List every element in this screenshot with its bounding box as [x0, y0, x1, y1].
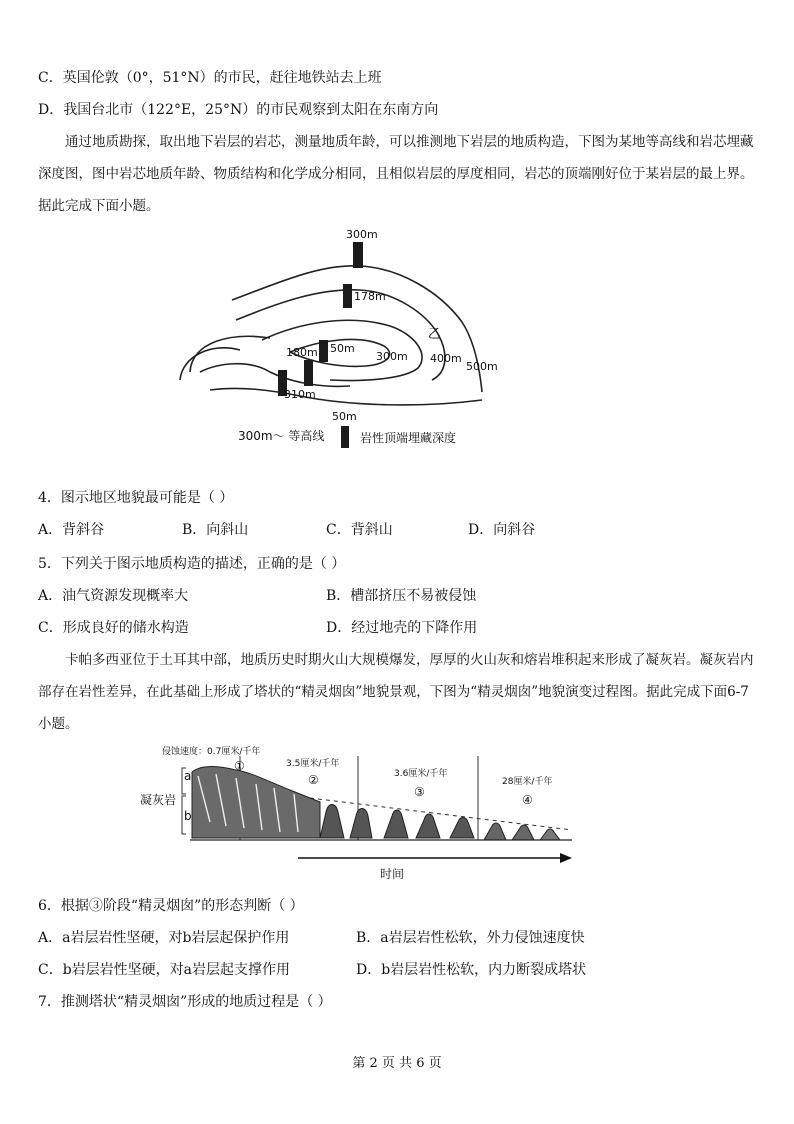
core-marker-178 [343, 284, 352, 308]
tuff-mass [192, 767, 320, 839]
label-300m-inner: 300m [376, 350, 408, 363]
contour-core-figure [170, 222, 530, 452]
layer-b-label: b [184, 809, 192, 823]
question-7-stem: 7．推测塔状“精灵烟囱”形成的地质过程是（ ） [38, 994, 332, 1010]
chimney-7 [512, 825, 534, 840]
stage-4-marker: ④ [522, 793, 533, 807]
contour-lower [210, 388, 482, 405]
legend-core-marker [341, 426, 349, 448]
label-yi: 乙 [428, 327, 442, 342]
contour-500-top [232, 266, 482, 392]
q6-option-b: B．a岩层岩性松软，外力侵蚀速度快 [356, 930, 585, 946]
core-marker-50 [319, 340, 328, 362]
passage-cappadocia: 卡帕多西亚位于土耳其中部，地质历史时期火山大规模爆发，厚厚的火山灰和熔岩堆积起来形成了凝灰岩。凝灰岩内部存在岩性差异，在此基础上形成了塔状的“精灵烟囱”地貌景观，下图为“精灵烟囱”地貌演变过程图。据此完成下面6-7小题。 [38, 652, 754, 732]
core-marker-top [353, 242, 363, 268]
option-c-previous: C．英国伦敦（0°，51°N）的市民，赶往地铁站去上班 [38, 70, 382, 86]
label-180m: 180m [286, 346, 318, 359]
rate-stage-4: 28厘米/千年 [502, 777, 553, 787]
q5-option-c: C．形成良好的储水构造 [38, 620, 189, 636]
q5-option-b: B．槽部挤压不易被侵蚀 [326, 588, 477, 604]
chimney-6 [484, 823, 506, 840]
chimney-4 [416, 814, 440, 838]
q5-option-a: A．油气资源发现概率大 [38, 588, 189, 604]
legend-contour: 300m〜 等高线 [238, 429, 325, 443]
label-300m-top: 300m [346, 228, 378, 241]
fairy-chimney-figure [140, 742, 580, 884]
layer-a-label: a [184, 769, 192, 783]
label-310m: 310m [284, 388, 316, 401]
q4-option-d: D．向斜谷 [468, 522, 536, 538]
rate-stage-1: 侵蚀速度：0.7厘米/千年 [162, 747, 261, 757]
time-arrow [298, 853, 572, 863]
q4-option-c: C．背斜山 [326, 522, 393, 538]
q6-option-a: A．a岩层岩性坚硬，对b岩层起保护作用 [38, 930, 290, 946]
label-50m-lower: 50m [332, 410, 357, 423]
chimney-5 [450, 818, 474, 839]
chimney-3 [384, 810, 408, 838]
label-50m-inner: 50m [330, 342, 355, 355]
q4-option-a: A．背斜谷 [38, 522, 105, 538]
passage-geology: 通过地质勘探，取出地下岩层的岩芯，测量地质年龄，可以推测地下岩层的地质构造，下图为某地等高线和岩芯埋藏深度图，图中岩芯地质年龄、物质结构和化学成分相同，且相似岩层的厚度相同，岩芯的顶端刚好位于某岩层的最上界。据此完成下面小题。 [38, 134, 754, 214]
rate-stage-3: 3.6厘米/千年 [394, 769, 448, 779]
time-arrow-head [560, 853, 572, 863]
question-4-stem: 4．图示地区地貌最可能是（ ） [38, 490, 234, 506]
q5-option-d: D．经过地壳的下降作用 [326, 620, 478, 636]
q6-option-c: C．b岩层岩性坚硬，对a岩层起支撑作用 [38, 962, 291, 978]
question-6-stem: 6．根据③阶段“精灵烟囱”的形态判断（ ） [38, 898, 304, 914]
option-d-previous: D．我国台北市（122°E，25°N）的市民观察到太阳在东南方向 [38, 102, 439, 118]
contour-300-lower [200, 364, 350, 387]
stage-1-marker: ① [234, 759, 245, 773]
stage-3-marker: ③ [414, 785, 425, 799]
question-5-stem: 5．下列关于图示地质构造的描述，正确的是（ ） [38, 556, 346, 572]
chimney-1 [320, 805, 344, 839]
q4-option-b: B．向斜山 [182, 522, 249, 538]
label-400m: 400m [430, 352, 462, 365]
stage-2-marker: ② [308, 773, 319, 787]
legend-core-depth: 岩性顶端埋藏深度 [360, 431, 457, 445]
rate-stage-2: 3.5厘米/千年 [286, 759, 340, 769]
chimney-2 [350, 809, 372, 839]
core-marker-180 [304, 360, 313, 386]
label-500m: 500m [466, 360, 498, 373]
label-178m: 178m [354, 290, 386, 303]
chimney-8 [540, 829, 560, 840]
page-footer: 第 2 页 共 6 页 [352, 1056, 442, 1071]
tuff-label: 凝灰岩 [140, 793, 177, 807]
contour-400 [236, 290, 445, 380]
time-label: 时间 [380, 867, 405, 881]
q6-option-d: D．b岩层岩性松软，内力断裂成塔状 [356, 962, 587, 978]
